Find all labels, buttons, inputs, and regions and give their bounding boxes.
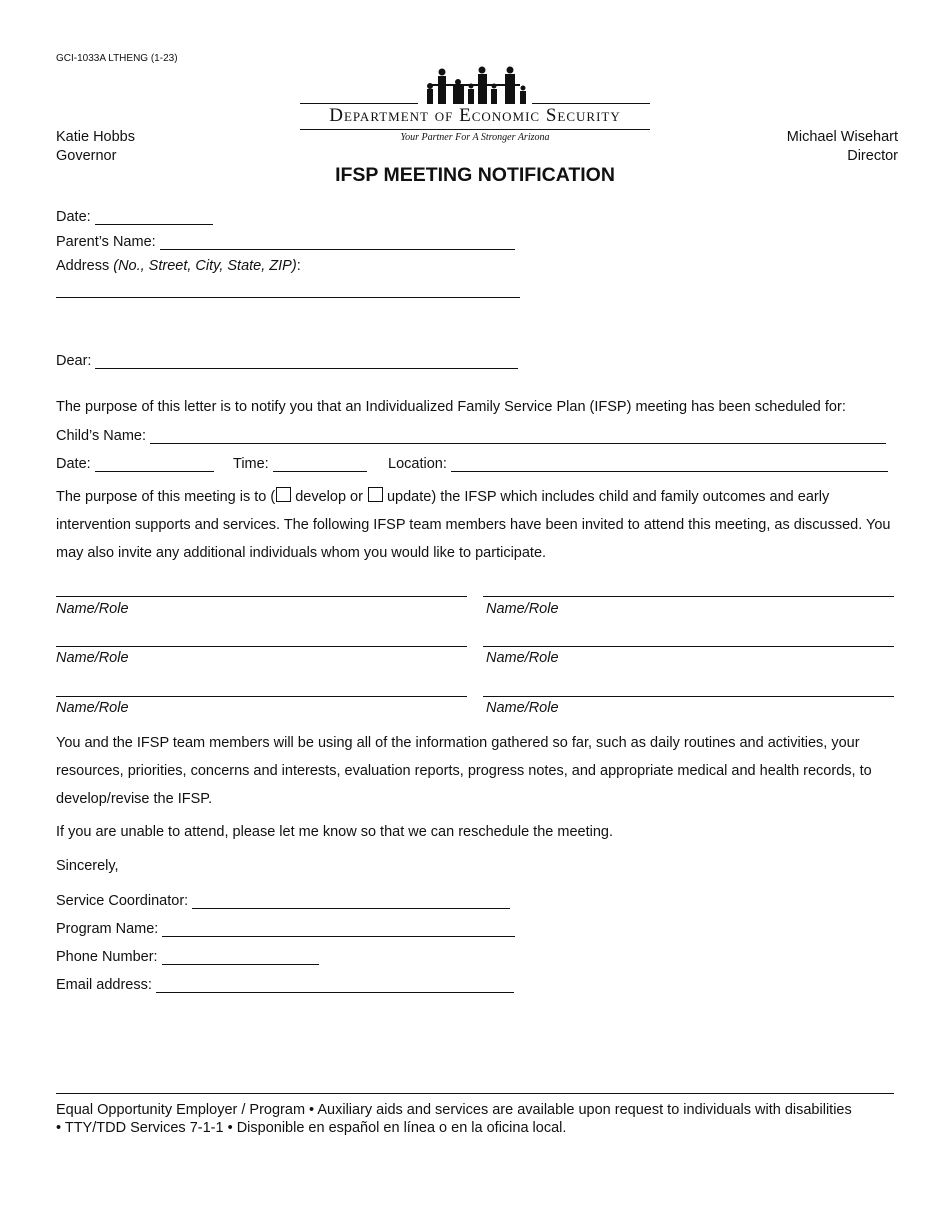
time-label: Time: <box>233 456 269 472</box>
address-input[interactable] <box>56 297 520 298</box>
program-name-label: Program Name: <box>56 921 159 937</box>
footer-divider <box>56 1093 894 1094</box>
parent-name-field[interactable] <box>56 232 515 250</box>
director-name: Michael Wisehart <box>786 129 898 145</box>
governor-title: Governor <box>56 148 117 164</box>
update-checkbox[interactable] <box>368 487 383 502</box>
email-field[interactable] <box>56 975 514 993</box>
email-input[interactable] <box>156 978 514 993</box>
meeting-date-label: Date: <box>56 456 91 472</box>
address-colon: : <box>296 258 301 274</box>
intro-text: The purpose of this letter is to notify you that an Individualized Family Service Plan (IFSP) meeting has been scheduled for: <box>56 399 846 415</box>
info-paragraph: You and the IFSP team members will be using all of the information gathered so far, such as daily routines and activities, your resources, priorities, concerns and interests, evaluation reports, progress notes, and appropriate medical and health records, to develop/revise the IFSP. <box>56 735 872 807</box>
director-title: Director <box>847 148 898 164</box>
name-role-label: Name/Role <box>486 601 559 617</box>
team-member-input[interactable] <box>483 696 894 697</box>
dear-label: Dear: <box>56 353 92 369</box>
program-name-input[interactable] <box>162 922 515 937</box>
service-coordinator-label: Service Coordinator: <box>56 893 189 909</box>
name-role-label: Name/Role <box>486 650 559 666</box>
closing-text: Sincerely, <box>56 858 119 874</box>
date-field[interactable] <box>56 207 213 225</box>
meeting-date-input[interactable] <box>95 457 214 472</box>
child-name-label: Child’s Name: <box>56 428 146 444</box>
phone-number-input[interactable] <box>162 950 319 965</box>
governor-block <box>56 128 135 166</box>
phone-number-field[interactable] <box>56 947 319 965</box>
dear-input[interactable] <box>95 354 518 369</box>
team-member-input[interactable] <box>483 596 894 597</box>
team-member-input[interactable] <box>56 646 467 647</box>
purpose-paragraph <box>56 483 896 567</box>
governor-name: Katie Hobbs <box>56 129 135 145</box>
name-role-label: Name/Role <box>56 601 129 617</box>
develop-label: develop or <box>295 489 363 505</box>
location-field[interactable] <box>388 454 888 472</box>
time-input[interactable] <box>273 457 367 472</box>
address-hint: (No., Street, City, State, ZIP) <box>113 258 297 274</box>
meeting-date-field[interactable] <box>56 454 214 472</box>
page-title: IFSP MEETING NOTIFICATION <box>335 164 615 186</box>
time-field[interactable] <box>233 454 367 472</box>
location-label: Location: <box>388 456 447 472</box>
family-silhouette-icon <box>420 64 530 106</box>
team-member-input[interactable] <box>56 596 467 597</box>
footer-text: Equal Opportunity Employer / Program • Auxiliary aids and services are available upon request to individuals with disabilities • TTY/TDD Services 7-1-1 • Disponible en español en línea o en la oficina local. <box>56 1102 852 1136</box>
address-label-text: Address <box>56 258 110 274</box>
name-role-label: Name/Role <box>56 650 129 666</box>
address-label <box>56 256 301 274</box>
name-role-label: Name/Role <box>486 700 559 716</box>
program-name-field[interactable] <box>56 919 515 937</box>
phone-number-label: Phone Number: <box>56 949 158 965</box>
parent-name-label: Parent’s Name: <box>56 234 156 250</box>
date-label: Date: <box>56 209 91 225</box>
logo-tagline: Your Partner For A Stronger Arizona <box>400 132 550 143</box>
team-member-input[interactable] <box>56 696 467 697</box>
director-block <box>787 128 898 166</box>
parent-name-input[interactable] <box>160 235 515 250</box>
name-role-label: Name/Role <box>56 700 129 716</box>
reschedule-text: If you are unable to attend, please let me know so that we can reschedule the meeting. <box>56 824 613 840</box>
update-label: update) the IFSP which includes child and family outcomes and early intervention supports and services. The following IFSP team members have been invited to attend this meeting, as discussed. You may also invite any additional individuals whom you would like to participate. <box>56 489 891 561</box>
date-input[interactable] <box>95 210 213 225</box>
child-name-input[interactable] <box>150 429 886 444</box>
team-member-input[interactable] <box>483 646 894 647</box>
child-name-field[interactable] <box>56 426 886 444</box>
logo-title: Department of Economic Security <box>329 105 621 126</box>
purpose-text: The purpose of this meeting is to ( <box>56 489 276 505</box>
form-code: GCI-1033A LTHENG (1-23) <box>56 53 178 64</box>
service-coordinator-field[interactable] <box>56 891 510 909</box>
service-coordinator-input[interactable] <box>192 894 510 909</box>
email-label: Email address: <box>56 977 152 993</box>
develop-checkbox[interactable] <box>276 487 291 502</box>
dear-field[interactable] <box>56 351 518 369</box>
location-input[interactable] <box>451 457 888 472</box>
